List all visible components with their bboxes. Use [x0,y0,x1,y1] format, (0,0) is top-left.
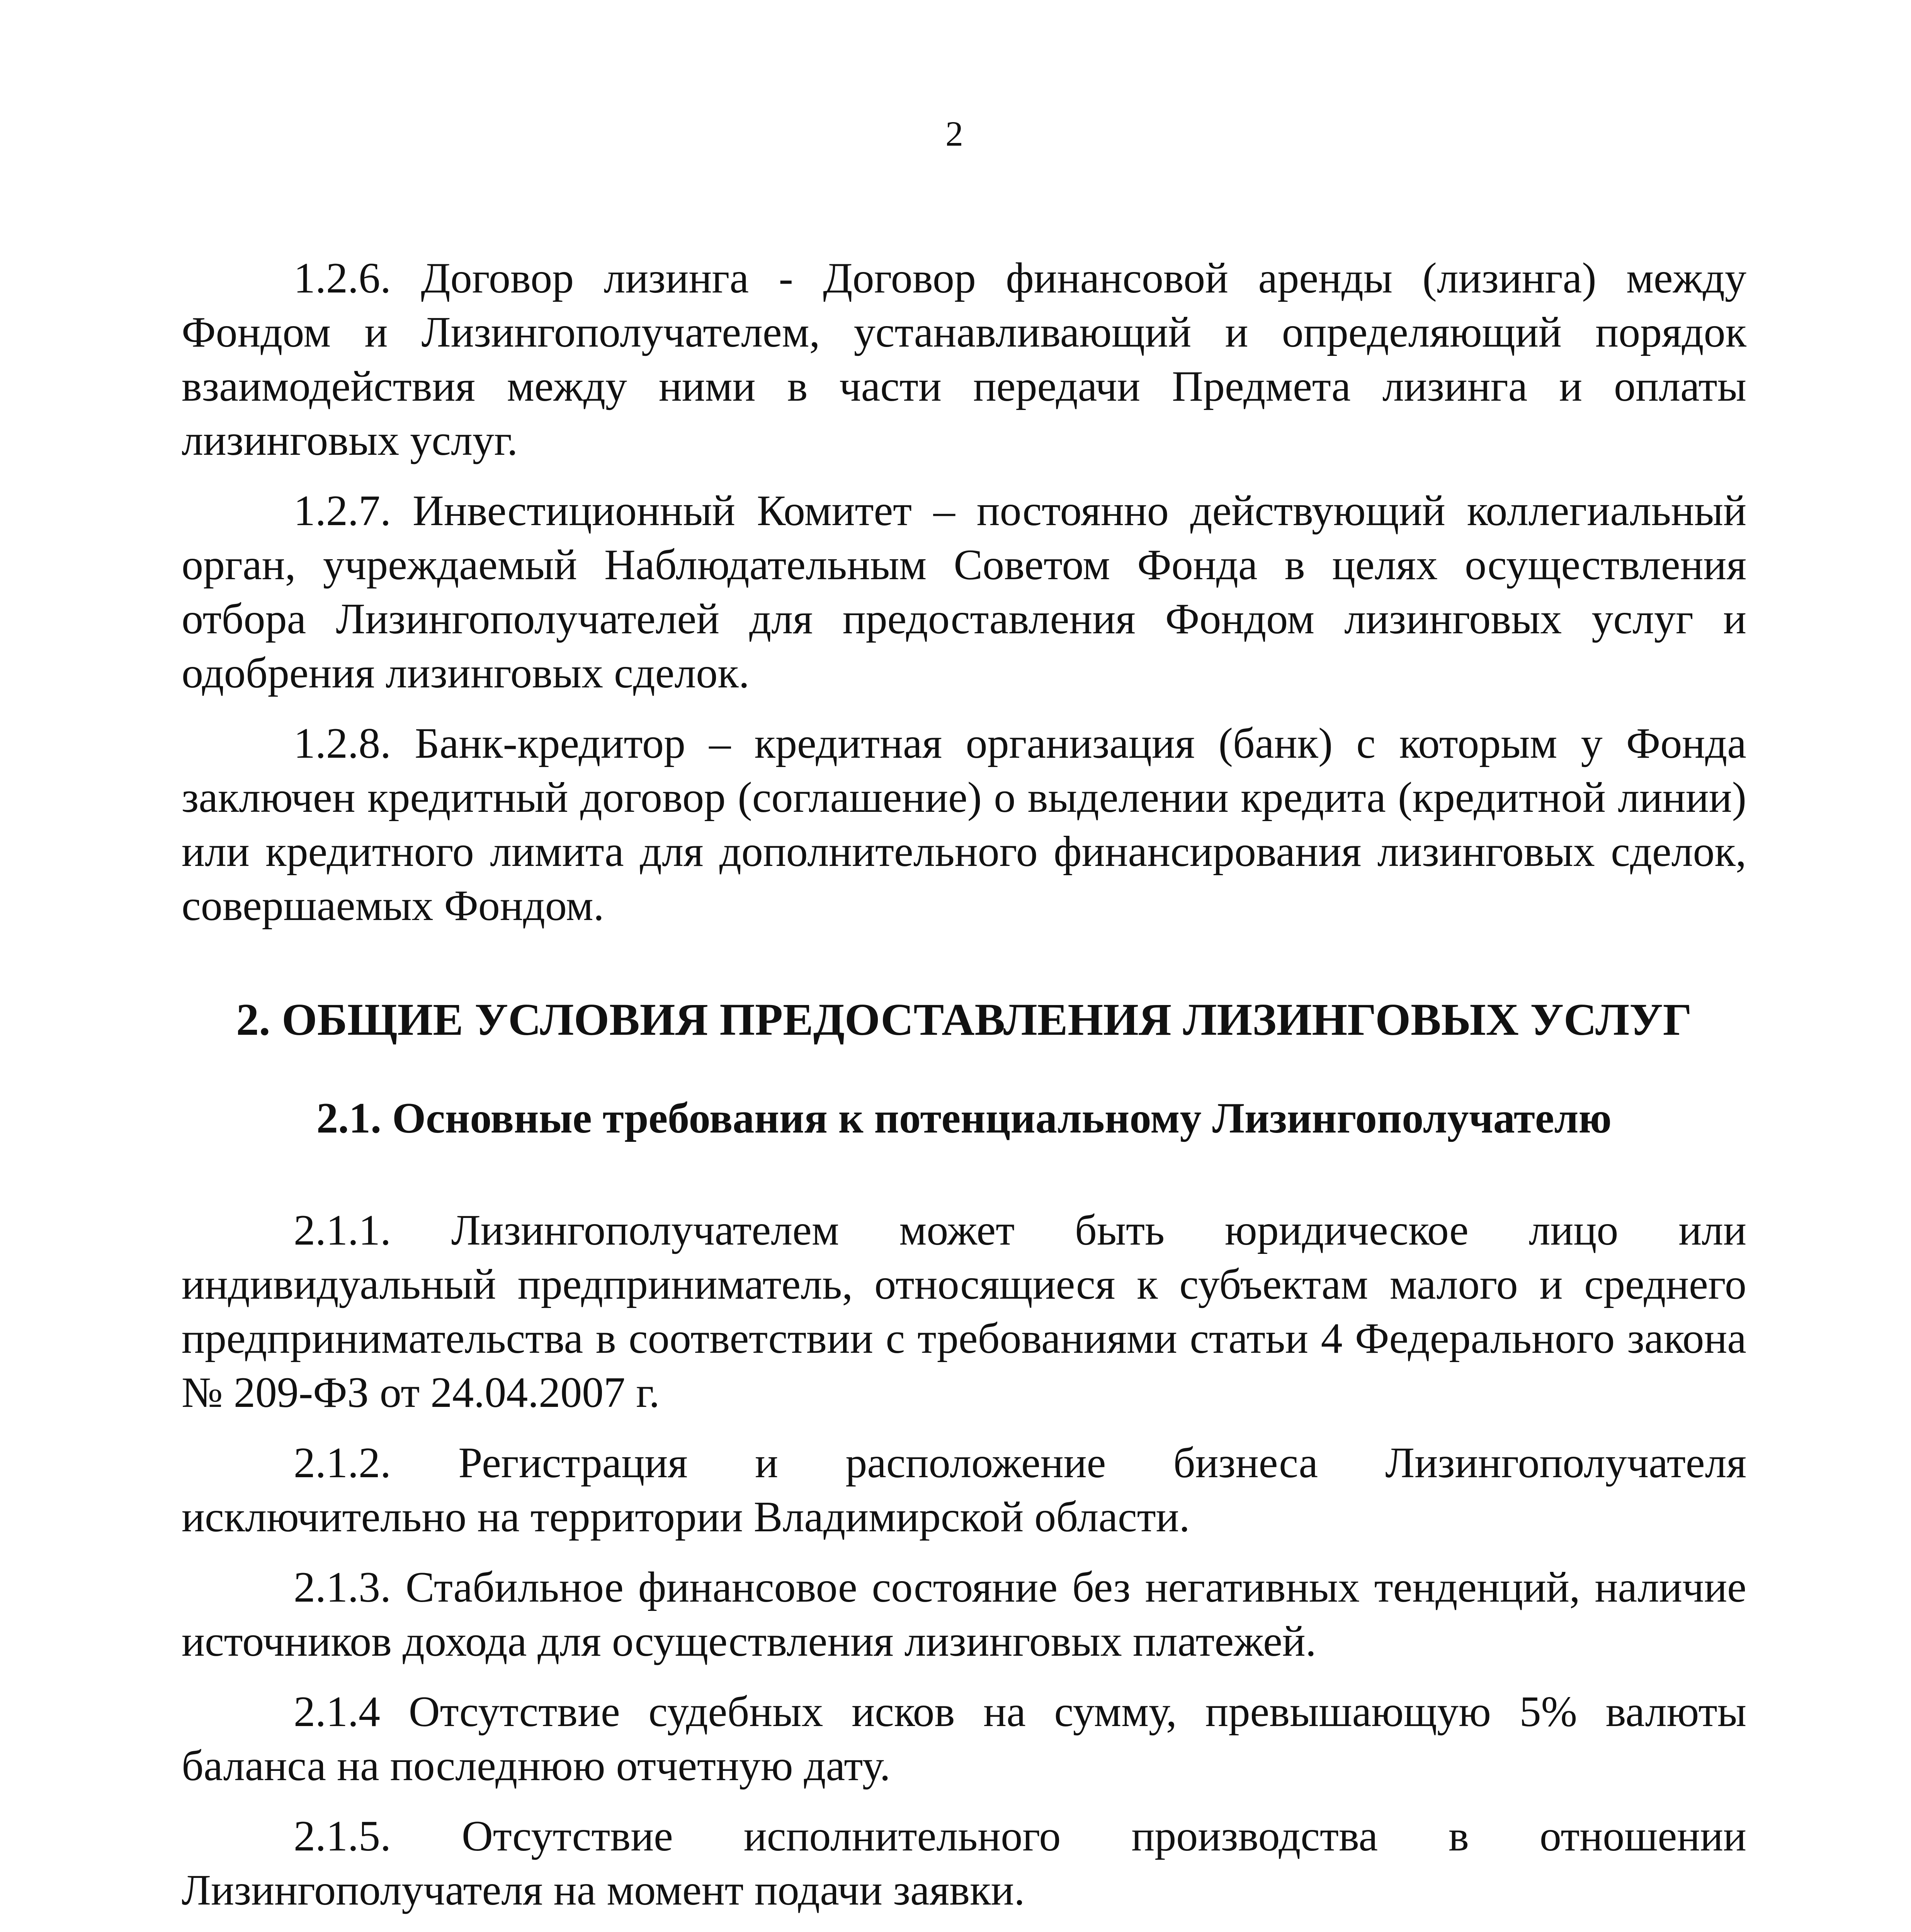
page-number: 2 [945,114,963,153]
section-heading: 2. ОБЩИЕ УСЛОВИЯ ПРЕДОСТАВЛЕНИЯ ЛИЗИНГОВЫХ УСЛУГ [236,994,1692,1045]
clause-text: Договор лизинга - Договор финансовой аренды (лизинга) между Фондом и Лизингополучателем, устанавливающий и определяющий порядок взаимодействия между ними в части передачи Предмета лизинга и оплаты лизинговых услуг. [182,254,1747,464]
clause-text: Стабильное финансовое состояние без негативных тенденций, наличие источников дохода для осуществления лизинговых платежей. [182,1563,1746,1665]
clause-text: Банк-кредитор – кредитная организация (банк) с которым у Фонда заключен кредитный договор (соглашение) о выделении кредита (кредитной линии) или кредитного лимита для дополнительного финансирования лизинговых сделок, совершаемых Фондом. [182,719,1747,930]
clause-number: 2.1.1. [294,1206,391,1254]
clause-2-1-5 [182,1809,1746,1917]
document-body [182,251,1746,1932]
clause-2-1-1 [182,1203,1746,1420]
clause-text: Отсутствие судебных исков на сумму, превышающую 5% валюты баланса на последнюю отчетную дату. [182,1688,1746,1790]
clause-number: 2.1.5. [294,1812,391,1860]
subsection-heading: 2.1. Основные требования к потенциальному Лизингополучателю [316,1094,1612,1142]
clause-2-1-2 [182,1436,1746,1544]
clause-text: Инвестиционный Комитет – постоянно действующий коллегиальный орган, учреждаемый Наблюдательным Советом Фонда в целях осуществления отбора Лизингополучателей для предоставления Фондом лизинговых услуг и одобрения лизинговых сделок. [182,487,1747,697]
clause-2-1-3 [182,1560,1746,1668]
clause-number: 1.2.6. [294,254,391,302]
clause-number: 1.2.7. [294,487,391,535]
clause-text: Отсутствие исполнительного производства в отношении Лизингополучателя на момент подачи заявки. [182,1812,1746,1914]
clause-1-2-7 [182,484,1746,700]
clause-1-2-8 [182,716,1746,933]
clause-text: Регистрация и расположение бизнеса Лизингополучателя исключительно на территории Владимирской области. [182,1439,1746,1541]
clause-1-2-6 [182,251,1746,468]
clause-number: 1.2.8. [294,719,391,767]
clause-text: Лизингополучателем может быть юридическое лицо или индивидуальный предприниматель, относящиеся к субъектам малого и среднего предпринимательства в соответствии с требованиями статьи 4 Федерального закона № 209-ФЗ от 24.04.2007 г. [182,1206,1747,1417]
clause-2-1-4 [182,1685,1746,1793]
clause-number: 2.1.3. [294,1563,391,1611]
clause-number: 2.1.2. [294,1439,391,1487]
clause-number: 2.1.4 [294,1688,380,1736]
